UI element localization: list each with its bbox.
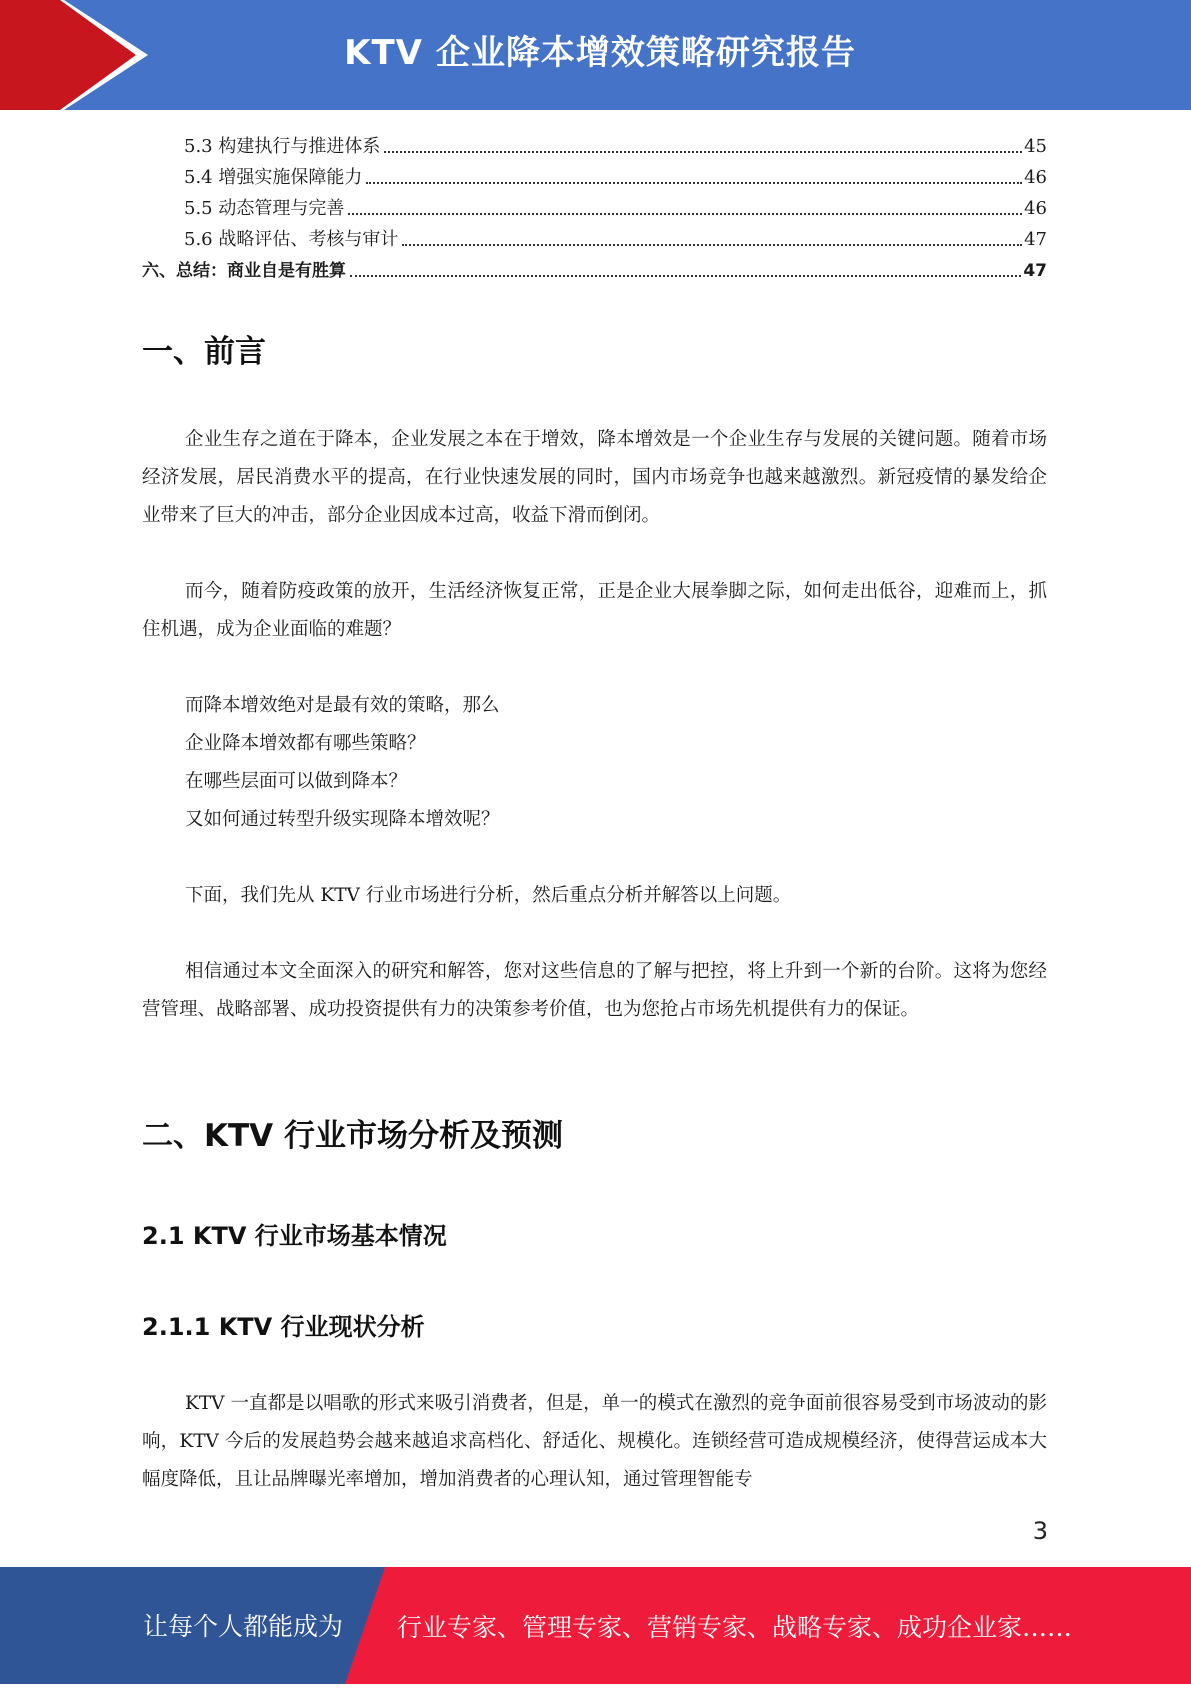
subsection-heading-2-1-1: 2.1.1 KTV 行业现状分析 [142, 1313, 425, 1341]
section-heading-market-analysis: 二、KTV 行业市场分析及预测 [142, 1118, 563, 1154]
toc-entry-chapter[interactable] [142, 253, 1047, 284]
page-number: 3 [1032, 1517, 1048, 1545]
question-line: 企业降本增效都有哪些策略？ [185, 733, 426, 754]
footer-slogan-left: 让每个人都能成为 [143, 1612, 344, 1641]
toc-entry[interactable] [142, 129, 1047, 160]
toc-leader-dots [348, 213, 1022, 215]
paragraph-ktv-status: KTV 一直都是以唱歌的形式来吸引消费者，但是，单一的模式在激烈的竞争面前很容易受到市场波动的影响，KTV 今后的发展趋势会越来越追求高档化、舒适化、规模化。连锁经营可造成规模经济，使得营运成本大幅度降低，且让品牌曝光率增加，增加消费者的心理认知，通过管理智能专 [142, 1393, 1047, 1490]
header-title: KTV 企业降本增效策略研究报告 [344, 33, 856, 73]
table-of-contents [142, 129, 1047, 284]
toc-entry-label: 5.6 战略评估、考核与审计 [184, 229, 399, 250]
toc-entry-page: 46 [1024, 198, 1047, 219]
footer-slogan-right: 行业专家、管理专家、营销专家、战略专家、成功企业家…… [397, 1613, 1073, 1642]
toc-entry[interactable] [142, 222, 1047, 253]
toc-leader-dots [350, 275, 1021, 277]
toc-entry-label: 5.3 构建执行与推进体系 [184, 136, 381, 157]
toc-leader-dots [384, 151, 1022, 153]
toc-entry-label: 5.4 增强实施保障能力 [184, 167, 363, 188]
toc-entry-page: 46 [1024, 167, 1047, 188]
toc-entry-label: 六、总结：商业自是有胜算 [142, 261, 346, 281]
toc-leader-dots [402, 244, 1022, 246]
page-footer [0, 1567, 1191, 1684]
toc-entry[interactable] [142, 191, 1047, 222]
toc-entry[interactable] [142, 160, 1047, 191]
page-header [0, 0, 1191, 110]
question-line: 而降本增效绝对是最有效的策略，那么 [185, 695, 500, 716]
toc-leader-dots [366, 182, 1022, 184]
paragraph-preface-2: 而今，随着防疫政策的放开，生活经济恢复正常，正是企业大展拳脚之际，如何走出低谷，迎难而上，抓住机遇，成为企业面临的难题？ [142, 581, 1047, 640]
toc-entry-page: 45 [1024, 136, 1047, 157]
toc-entry-page: 47 [1024, 229, 1047, 250]
paragraph-preface-1: 企业生存之道在于降本，企业发展之本在于增效，降本增效是一个企业生存与发展的关键问题。随着市场经济发展，居民消费水平的提高，在行业快速发展的同时，国内市场竞争也越来越激烈。新冠疫情的暴发给企业带来了巨大的冲击，部分企业因成本过高，收益下滑而倒闭。 [142, 429, 1047, 526]
question-line: 在哪些层面可以做到降本？ [185, 771, 408, 792]
paragraph-preface-4: 相信通过本文全面深入的研究和解答，您对这些信息的了解与把控，将上升到一个新的台阶。这将为您经营管理、战略部署、成功投资提供有力的决策参考价值，也为您抢占市场先机提供有力的保证。 [142, 961, 1047, 1020]
question-line: 又如何通过转型升级实现降本增效呢？ [185, 809, 500, 830]
subsection-heading-2-1: 2.1 KTV 行业市场基本情况 [142, 1222, 447, 1250]
toc-entry-page: 47 [1023, 261, 1047, 281]
section-heading-preface: 一、前言 [142, 334, 266, 370]
paragraph-preface-3: 下面，我们先从 KTV 行业市场进行分析，然后重点分析并解答以上问题。 [185, 885, 792, 906]
toc-entry-label: 5.5 动态管理与完善 [184, 198, 345, 219]
